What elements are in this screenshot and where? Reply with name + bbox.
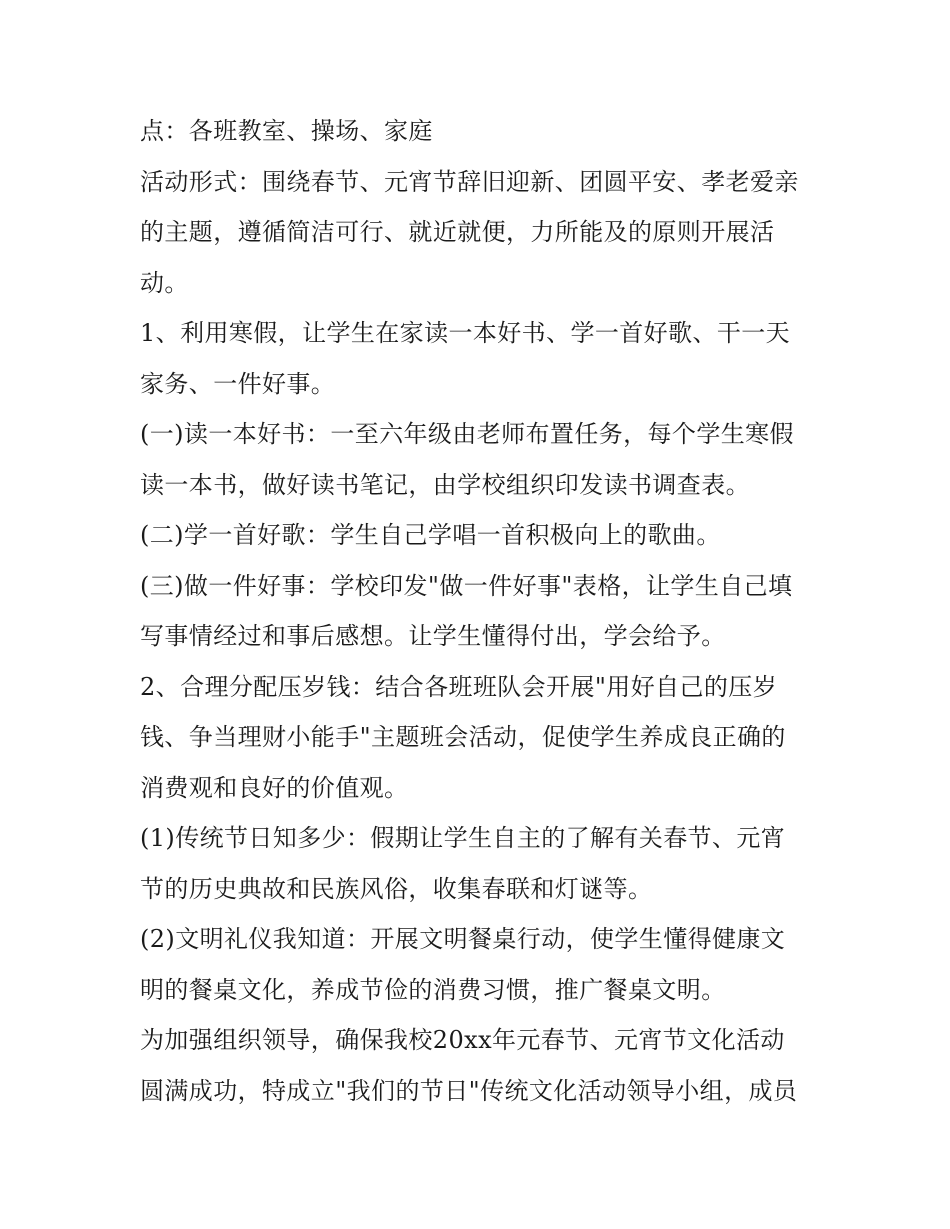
text-line: 节的历史典故和民族风俗，收集春联和灯谜等。 <box>140 874 653 903</box>
text-line: 为加强组织领导，确保我校20xx年元春节、元宵节文化活动 <box>140 1026 785 1054</box>
document-body <box>140 106 820 1116</box>
text-line: 2、合理分配压岁钱：结合各班班队会开展"用好自己的压岁 <box>140 672 778 701</box>
text-line: (2)文明礼仪我知道：开展文明餐桌行动，使学生懂得健康文 <box>140 925 786 953</box>
text-line: (1)传统节日知多少：假期让学生自主的了解有关春节、元宵 <box>140 824 786 852</box>
text-line: 读一本书，做好读书笔记，由学校组织印发读书调查表。 <box>140 470 750 499</box>
text-line: 钱、争当理财小能手"主题班会活动，促使学生养成良正确的 <box>140 723 786 751</box>
text-line: 写事情经过和事后感想。让学生懂得付出，学会给予。 <box>140 622 726 650</box>
text-line: 的主题，遵循简洁可行、就近就便，力所能及的原则开展活 <box>140 218 775 246</box>
text-line: (二)学一首好歌：学生自己学唱一首积极向上的歌曲。 <box>140 521 721 549</box>
text-line: (一)读一本好书：一至六年级由老师布置任务，每个学生寒假 <box>140 420 794 448</box>
text-line: 活动形式：围绕春节、元宵节辞旧迎新、团圆平安、孝老爱亲 <box>140 167 799 196</box>
text-line: 明的餐桌文化，养成节俭的消费习惯，推广餐桌文明。 <box>140 975 726 1004</box>
text-line: 圆满成功，特成立"我们的节日"传统文化活动领导小组，成员 <box>140 1076 798 1105</box>
text-line: 动。 <box>140 268 189 297</box>
text-line: 消费观和良好的价值观。 <box>140 773 409 802</box>
text-line: (三)做一件好事：学校印发"做一件好事"表格，让学生自己填 <box>140 571 793 600</box>
text-line: 点：各班教室、操场、家庭 <box>140 117 433 145</box>
text-line: 1、利用寒假，让学生在家读一本好书、学一首好歌、干一天 <box>140 319 791 347</box>
text-line: 家务、一件好事。 <box>140 369 336 398</box>
